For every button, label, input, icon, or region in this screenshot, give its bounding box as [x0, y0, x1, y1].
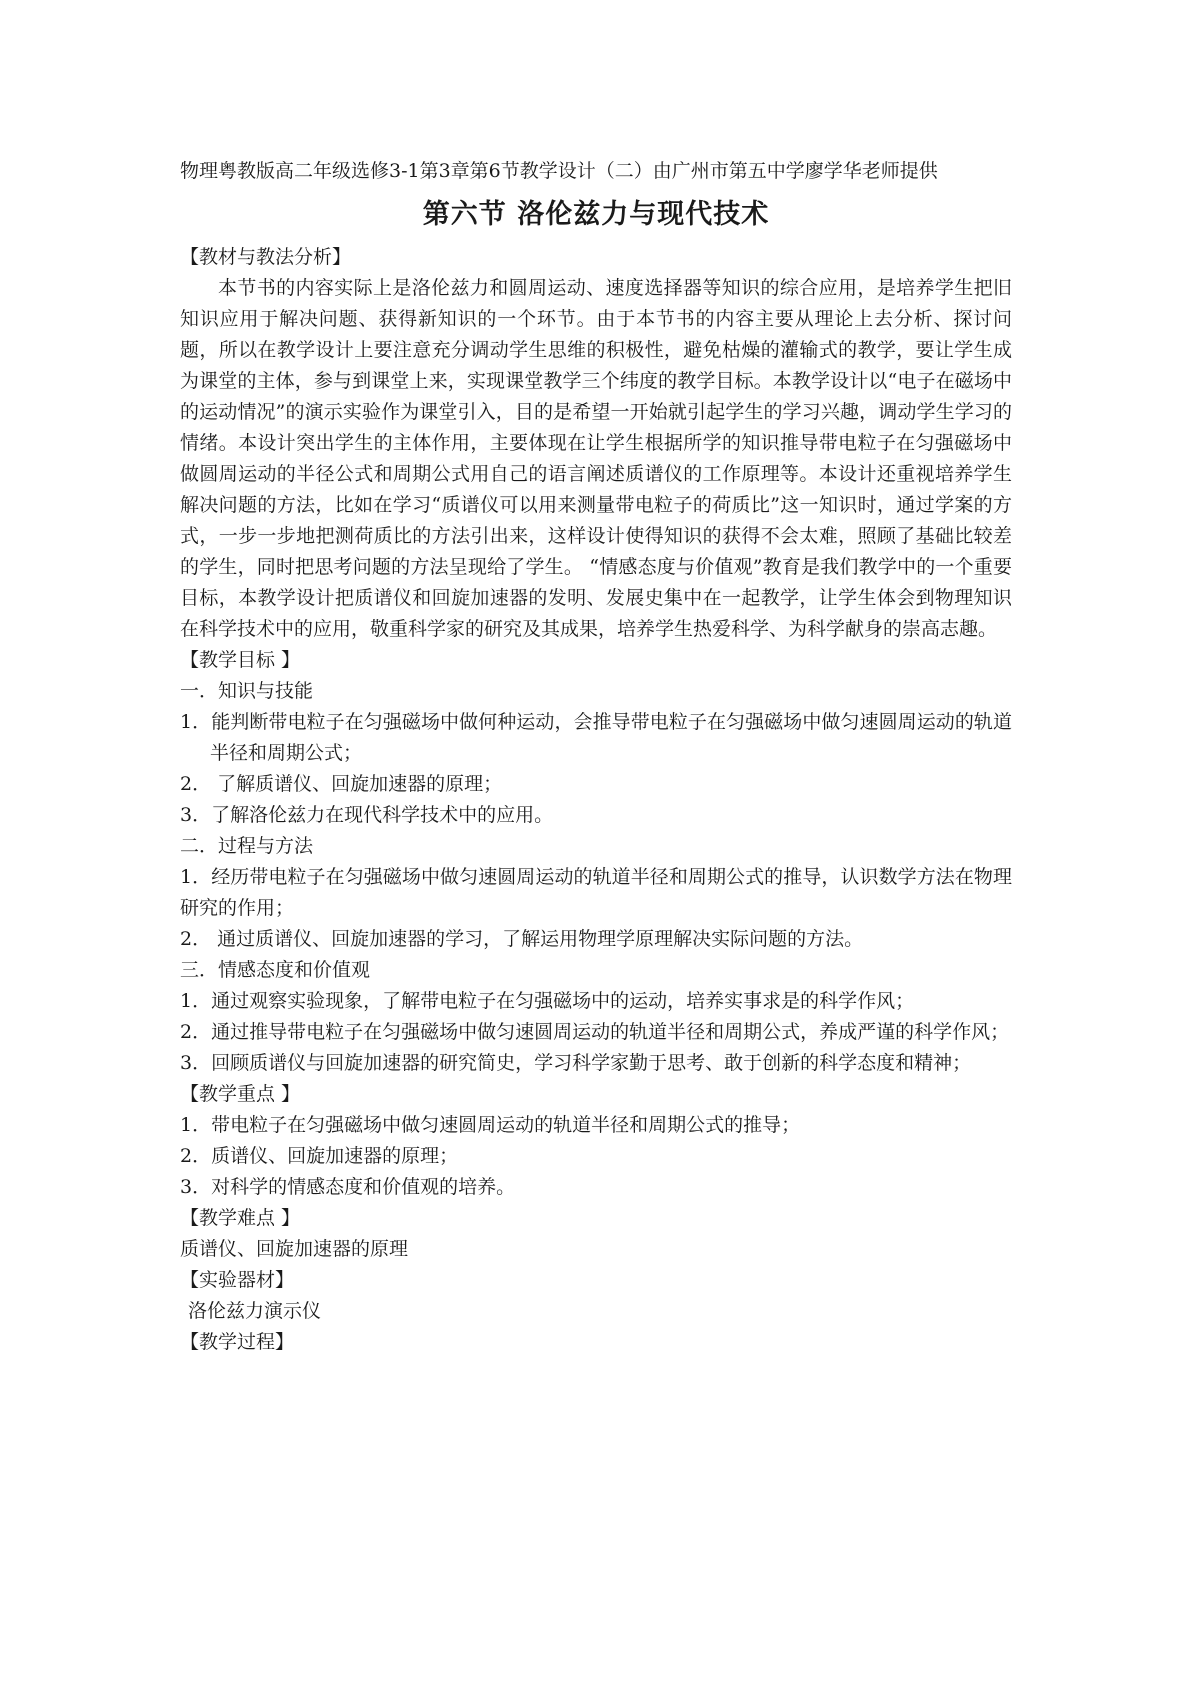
page-title: 第六节 洛伦兹力与现代技术: [422, 199, 770, 230]
goals-heading: 【教学目标 】: [180, 649, 301, 671]
emotion-item-1: 1．通过观察实验现象，了解带电粒子在匀强磁场中的运动，培养实事求是的科学作风；: [180, 990, 915, 1012]
equipment-heading: 【实验器材】: [180, 1269, 295, 1291]
difficulties-text: 质谱仪、回旋加速器的原理: [180, 1238, 409, 1260]
process-item-2: 2． 通过质谱仪、回旋加速器的学习，了解运用物理学原理解决实际问题的方法。: [180, 928, 864, 950]
knowledge-item-1: 1．能判断带电粒子在匀强磁场中做何种运动，会推导带电粒子在匀强磁场中做匀速圆周运动的轨道半径和周期公式；: [180, 711, 1012, 764]
key-point-item-3: 3．对科学的情感态度和价值观的培养。: [180, 1176, 516, 1198]
document-page: [180, 156, 1012, 1358]
equipment-text: 洛伦兹力演示仪: [188, 1300, 322, 1322]
key-point-item-1: 1．带电粒子在匀强磁场中做匀速圆周运动的轨道半径和周期公式的推导；: [180, 1114, 801, 1136]
key-points-heading: 【教学重点 】: [180, 1083, 301, 1105]
analysis-paragraph: 本节书的内容实际上是洛伦兹力和圆周运动、速度选择器等知识的综合应用，是培养学生把旧知识应用于解决问题、获得新知识的一个环节。由于本节书的内容主要从理论上去分析、探讨问题，所以在教学设计上要注意充分调动学生思维的积极性，避免枯燥的灌输式的教学，要让学生成为课堂的主体，参与到课堂上来，实现课堂教学三个纬度的教学目标。本教学设计以“电子在磁场中的运动情况”的演示实验作为课堂引入，目的是希望一开始就引起学生的学习兴趣，调动学生学习的情绪。本设计突出学生的主体作用，主要体现在让学生根据所学的知识推导带电粒子在匀强磁场中做圆周运动的半径公式和周期公式用自己的语言阐述质谱仪的工作原理等。本设计还重视培养学生解决问题的方法，比如在学习“质谱仪可以用来测量带电粒子的荷质比”这一知识时，通过学案的方式，一步一步地把测荷质比的方法引出来，这样设计使得知识的获得不会太难，照顾了基础比较差的学生，同时把思考问题的方法呈现给了学生。 “情感态度与价值观”教育是我们教学中的一个重要目标，本教学设计把质谱仪和回旋加速器的发明、发展史集中在一起教学，让学生体会到物理知识在科学技术中的应用，敬重科学家的研究及其成果，培养学生热爱科学、为科学献身的崇高志趣。: [180, 277, 1012, 640]
emotion-item-2: 2．通过推导带电粒子在匀强磁场中做匀速圆周运动的轨道半径和周期公式，养成严谨的科学作风；: [180, 1021, 1010, 1043]
key-point-item-2: 2．质谱仪、回旋加速器的原理；: [180, 1145, 459, 1167]
teaching-process-heading: 【教学过程】: [180, 1331, 295, 1353]
knowledge-item-2: 2． 了解质谱仪、回旋加速器的原理；: [180, 773, 503, 795]
analysis-heading: 【教材与教法分析】: [180, 246, 352, 268]
emotion-heading: 三．情感态度和价值观: [180, 959, 371, 981]
knowledge-item-3: 3．了解洛伦兹力在现代科学技术中的应用。: [180, 804, 554, 826]
difficulties-heading: 【教学难点 】: [180, 1207, 301, 1229]
knowledge-heading: 一．知识与技能: [180, 680, 314, 702]
process-item-1: 1．经历带电粒子在匀强磁场中做匀速圆周运动的轨道半径和周期公式的推导，认识数学方法在物理研究的作用；: [180, 866, 1012, 919]
emotion-item-3: 3．回顾质谱仪与回旋加速器的研究简史，学习科学家勤于思考、敢于创新的科学态度和精神；: [180, 1052, 972, 1074]
process-method-heading: 二．过程与方法: [180, 835, 314, 857]
source-line: 物理粤教版高二年级选修3-1第3章第6节教学设计（二）由广州市第五中学廖学华老师提供: [180, 160, 938, 182]
